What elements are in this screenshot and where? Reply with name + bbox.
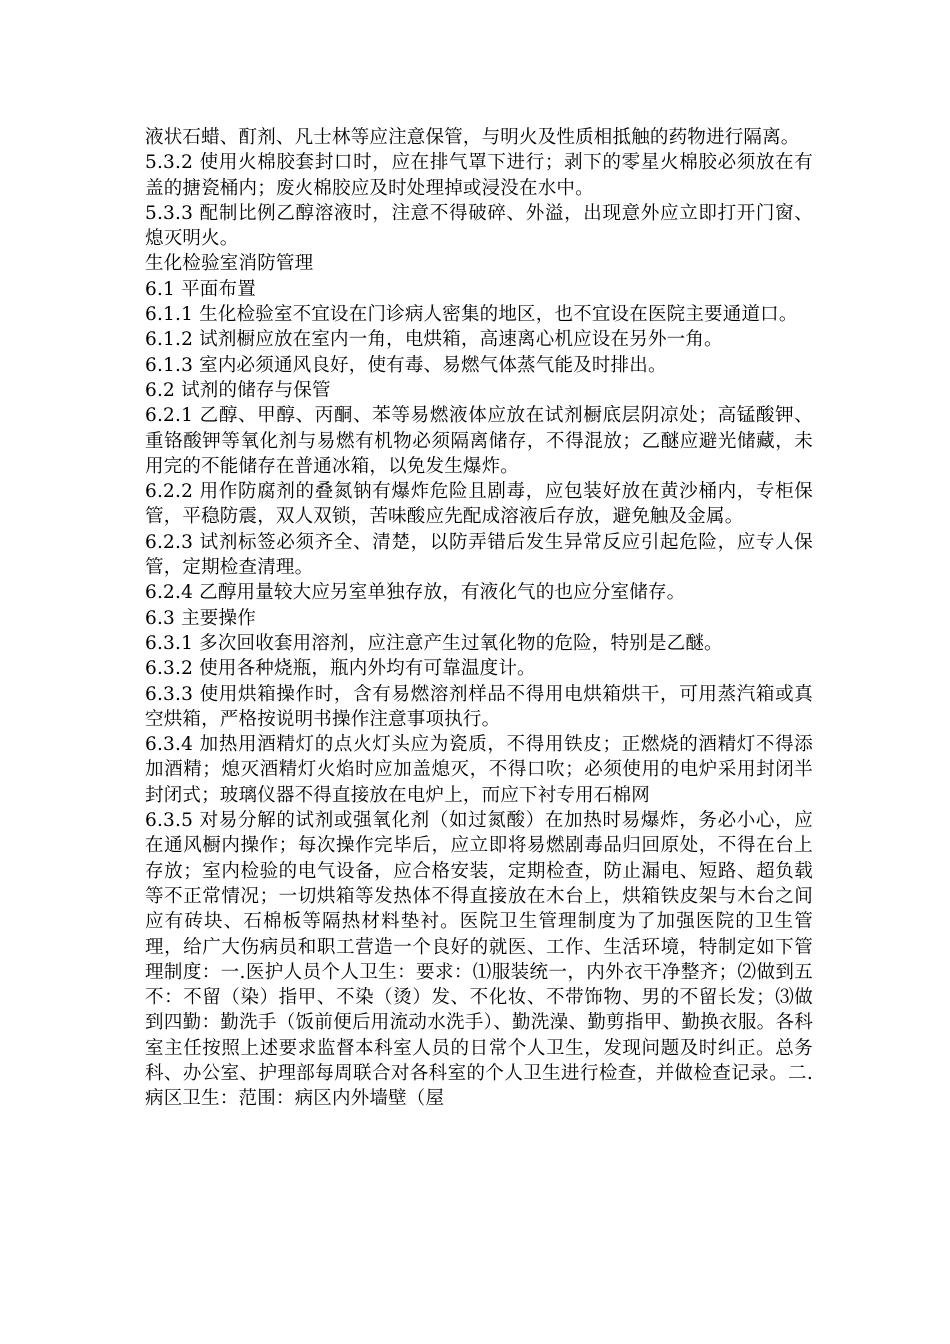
heading-6-2: 6.2 试剂的储存与保管: [145, 379, 331, 401]
paragraph-6-1-2: 6.1.2 试剂橱应放在室内一角，电烘箱，高速离心机应设在另外一角。: [145, 329, 723, 351]
paragraph-6-3-1: 6.3.1 多次回收套用溶剂，应注意产生过氧化物的危险，特别是乙醚。: [145, 632, 723, 654]
paragraph-6-2-4: 6.2.4 乙醇用量较大应另室单独存放，有液化气的也应分室储存。: [145, 582, 686, 604]
paragraph-6-3-2: 6.3.2 使用各种烧瓶，瓶内外均有可靠温度计。: [145, 658, 536, 680]
paragraph-5-3-2: 5.3.2 使用火棉胶套封口时，应在排气罩下进行；剥下的零星火棉胶必须放在有盖的搪瓷桶内；废火棉胶应及时处理掉或浸没在水中。: [145, 152, 813, 199]
heading-6-3: 6.3 主要操作: [145, 607, 256, 629]
paragraph-6-2-2: 6.2.2 用作防腐剂的叠氮钠有爆炸危险且剧毒，应包装好放在黄沙桶内，专柜保管，平稳防震，双人双锁，苦味酸应先配成溶液后存放，避免触及金属。: [145, 481, 813, 528]
heading-6-1: 6.1 平面布置: [145, 278, 256, 300]
paragraph-6-3-5: 6.3.5 对易分解的试剂或强氧化剂（如过氮酸）在加热时易爆炸，务必小心，应在通风橱内操作；每次操作完毕后，应立即将易燃剧毒品归回原处，不得在台上存放；室内检验的电气设备，应合格安装，定期检查，防止漏电、短路、超负载等不正常情况；一切烘箱等发热体不得直接放在木台上，烘箱铁皮架与木台之间应有砖块、石棉板等隔热材料垫衬。医院卫生管理制度为了加强医院的卫生管理，给广大伤病员和职工营造一个良好的就医、工作、生活环境，特制定如下管理制度：一.医护人员个人卫生：要求：⑴服装统一，内外衣干净整齐；⑵做到五不：不留（染）指甲、不染（烫）发、不化妆、不带饰物、男的不留长发；⑶做到四勤：勤洗手（饭前便后用流动水洗手）、勤洗澡、勤剪指甲、勤换衣服。各科室主任按照上述要求监督本科室人员的日常个人卫生，发现问题及时纠正。总务科、办公室、护理部每周联合对各科室的个人卫生进行检查，并做检查记录。二.病区卫生：范围：病区内外墙壁（屋: [145, 810, 813, 1110]
paragraph-5-3-3: 5.3.3 配制比例乙醇溶液时，注意不得破碎、外溢，出现意外应立即打开门窗、熄灭明火。: [145, 202, 813, 250]
paragraph-6-1-3: 6.1.3 室内必须通风良好，使有毒、易燃气体蒸气能及时排出。: [145, 354, 667, 376]
paragraph-6-2-1: 6.2.1 乙醇、甲醇、丙酮、苯等易燃液体应放在试剂橱底层阴凉处；高锰酸钾、重铬酸钾等氧化剂与易燃有机物必须隔离储存，不得混放；乙醚应避光储藏，未用完的不能储存在普通冰箱，以免发生爆炸。: [145, 405, 813, 477]
paragraph-6-3-3: 6.3.3 使用烘箱操作时，含有易燃溶剂样品不得用电烘箱烘干，可用蒸汽箱或真空烘箱，严格按说明书操作注意事项执行。: [145, 683, 813, 730]
document-body: [145, 125, 813, 1112]
paragraph-6-3-4: 6.3.4 加热用酒精灯的点火灯头应为瓷质，不得用铁皮；正燃烧的酒精灯不得添加酒精；熄灭酒精灯火焰时应加盖熄灭，不得口吹；必须使用的电炉采用封闭半封闭式；玻璃仪器不得直接放在电炉上，而应下衬专用石棉网: [145, 734, 813, 806]
paragraph-6-1-1: 6.1.1 生化检验室不宜设在门诊病人密集的地区，也不宜设在医院主要通道口。: [145, 304, 798, 326]
paragraph-1: 液状石蜡、酊剂、凡士林等应注意保管，与明火及性质相抵触的药物进行隔离。: [145, 127, 800, 148]
section-heading-6: 生化检验室消防管理: [145, 253, 314, 275]
paragraph-6-2-3: 6.2.3 试剂标签必须齐全、清楚，以防弄错后发生异常反应引起危险，应专人保管，定期检查清理。: [145, 531, 813, 579]
